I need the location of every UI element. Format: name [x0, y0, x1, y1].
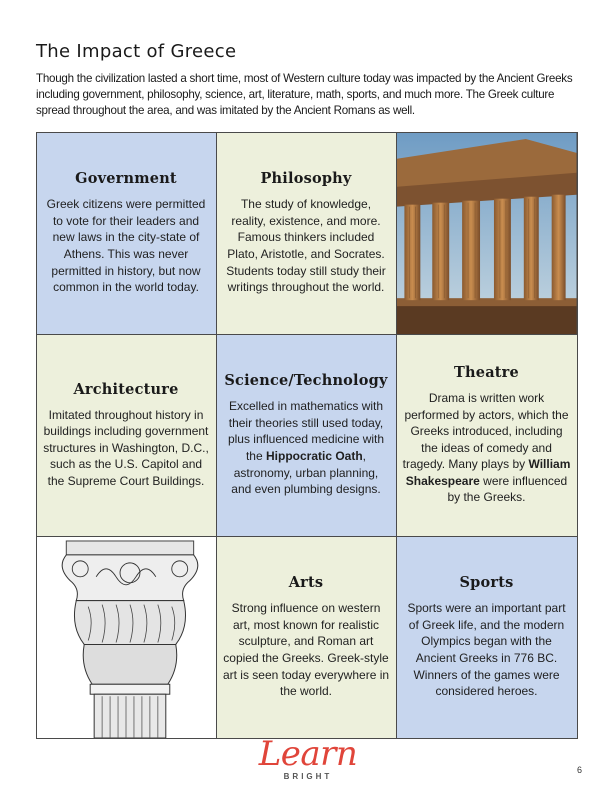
- philosophy-text: The study of knowledge, reality, existence, and more. Famous thinkers included Plato, Aristotle, and Socrates. Students today still study their writings throughout the world.: [226, 197, 386, 295]
- sports-heading: Sports: [459, 574, 514, 592]
- science-cell: [216, 334, 397, 537]
- philosophy-cell: [216, 132, 397, 335]
- impact-grid: [36, 132, 577, 738]
- government-cell: [36, 132, 217, 335]
- arts-heading: Arts: [288, 574, 324, 592]
- sports-cell: [396, 536, 578, 739]
- science-text: Excelled in mathematics with their theories still used today, plus influenced medicine with the Hippocratic Oath, astronomy, urban planning, and even plumbing designs.: [227, 399, 385, 497]
- theatre-cell: [396, 334, 578, 537]
- arts-text: Strong influence on western art, most known for realistic sculpture, and Roman art copied the Greeks. Greek-style art is seen today everywhere in the world.: [222, 601, 390, 699]
- science-heading: Science/Technology: [224, 372, 388, 390]
- arts-cell: [216, 536, 397, 739]
- column-capital-illustration: [36, 536, 217, 739]
- parthenon-image: [396, 133, 577, 334]
- page-title: The Impact of Greece: [36, 41, 237, 62]
- architecture-text: Imitated throughout history in buildings including government structures in Washington, D.C., such as the U.S. Capitol and the Supreme Court Buildings.: [43, 407, 209, 488]
- architecture-heading: Architecture: [73, 380, 179, 398]
- philosophy-heading: Philosophy: [260, 170, 352, 188]
- page-number: 6: [577, 765, 583, 775]
- sports-text: Sports were an important part of Greek life, and the modern Olympics began with the Ancient Greeks in 776 BC. Winners of the games were considered heroes.: [407, 601, 566, 699]
- hippocratic-oath-bold: Hippocratic Oath: [265, 449, 363, 463]
- logo-subtitle: BRIGHT: [283, 772, 333, 781]
- intro-paragraph: Though the civilization lasted a short time, most of Western culture today was impacted by the Ancient Greeks including government, philosophy, science, art, literature, math, sports, and much more. The Greek culture spread throughout the area, and was imitated by the Ancient Romans as well.: [36, 72, 573, 117]
- theatre-heading: Theatre: [454, 363, 519, 381]
- learn-bright-logo: [253, 734, 363, 781]
- shakespeare-bold: William Shakespeare: [405, 457, 571, 488]
- corinthian-column-image: [36, 537, 216, 738]
- parthenon-photo: [396, 132, 578, 335]
- theatre-text: Drama is written work performed by actors, which the Greeks introduced, including the ideas of comedy and tragedy. Many plays by William Shakespeare were influenced by the Greeks.: [402, 390, 571, 505]
- government-heading: Government: [75, 170, 177, 188]
- architecture-cell: [36, 334, 217, 537]
- government-text: Greek citizens were permitted to vote for their leaders and new laws in the city-state of Athens. This was never permitted in history, but now common in the world today.: [46, 197, 206, 295]
- logo-wordmark: Learn: [258, 734, 358, 774]
